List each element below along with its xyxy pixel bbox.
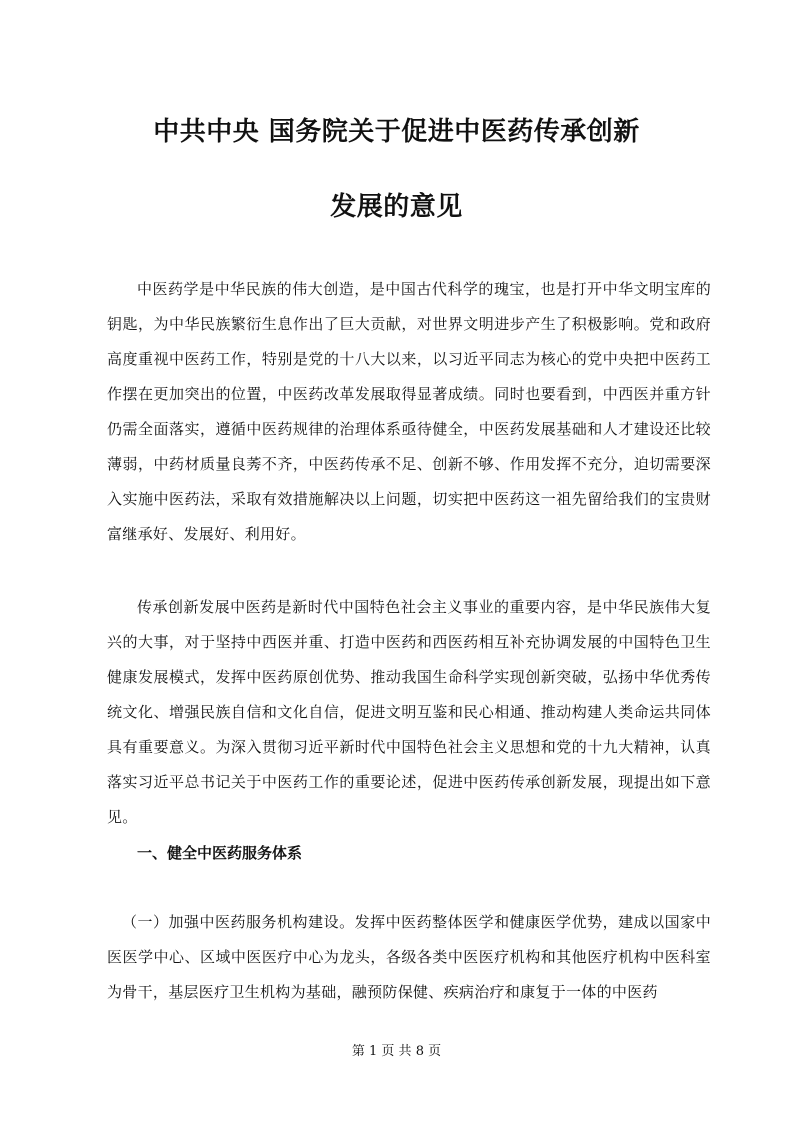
body-paragraph-3: （一）加强中医药服务机构建设。发挥中医药整体医学和健康医学优势，建成以国家中医医学中心、区域中医医疗中心为龙头，各级各类中医医疗机构和其他医疗机构中医科室为骨干，基层医疗卫生机构为基础，融预防保健、疾病治疗和康复于一体的中医药 — [107, 913, 711, 1001]
section-heading-1: 一、健全中医药服务体系 — [137, 844, 303, 862]
body-paragraph-1: 中医药学是中华民族的伟大创造，是中国古代科学的瑰宝，也是打开中华文明宝库的钥匙，为中华民族繁衍生息作出了巨大贡献，对世界文明进步产生了积极影响。党和政府高度重视中医药工作，特别是党的十八大以来，以习近平同志为核心的党中央把中医药工作摆在更加突出的位置，中医药改革发展取得显著成绩。同时也要看到，中西医并重方针仍需全面落实，遵循中医药规律的治理体系亟待健全，中医药发展基础和人才建设还比较薄弱，中药材质量良莠不齐，中医药传承不足、创新不够、作用发挥不充分，迫切需要深入实施中医药法，采取有效措施解决以上问题，切实把中医药这一祖先留给我们的宝贵财富继承好、发展好、利用好。 — [107, 280, 711, 543]
page-number-footer: 第 1 页 共 8 页 — [351, 1044, 442, 1059]
document-title-line1: 中共中央 国务院关于促进中医药传承创新 — [153, 117, 640, 147]
document-title-line2: 发展的意见 — [330, 192, 463, 222]
body-paragraph-2: 传承创新发展中医药是新时代中国特色社会主义事业的重要内容，是中华民族伟大复兴的大事，对于坚持中西医并重、打造中医药和西医药相互补充协调发展的中国特色卫生健康发展模式，发挥中医药原创优势、推动我国生命科学实现创新突破，弘扬中华优秀传统文化、增强民族自信和文化自信，促进文明互鉴和民心相通、推动构建人类命运共同体具有重要意义。为深入贯彻习近平新时代中国特色社会主义思想和党的十九大精神，认真落实习近平总书记关于中医药工作的重要论述，促进中医药传承创新发展，现提出如下意见。 — [107, 598, 711, 826]
